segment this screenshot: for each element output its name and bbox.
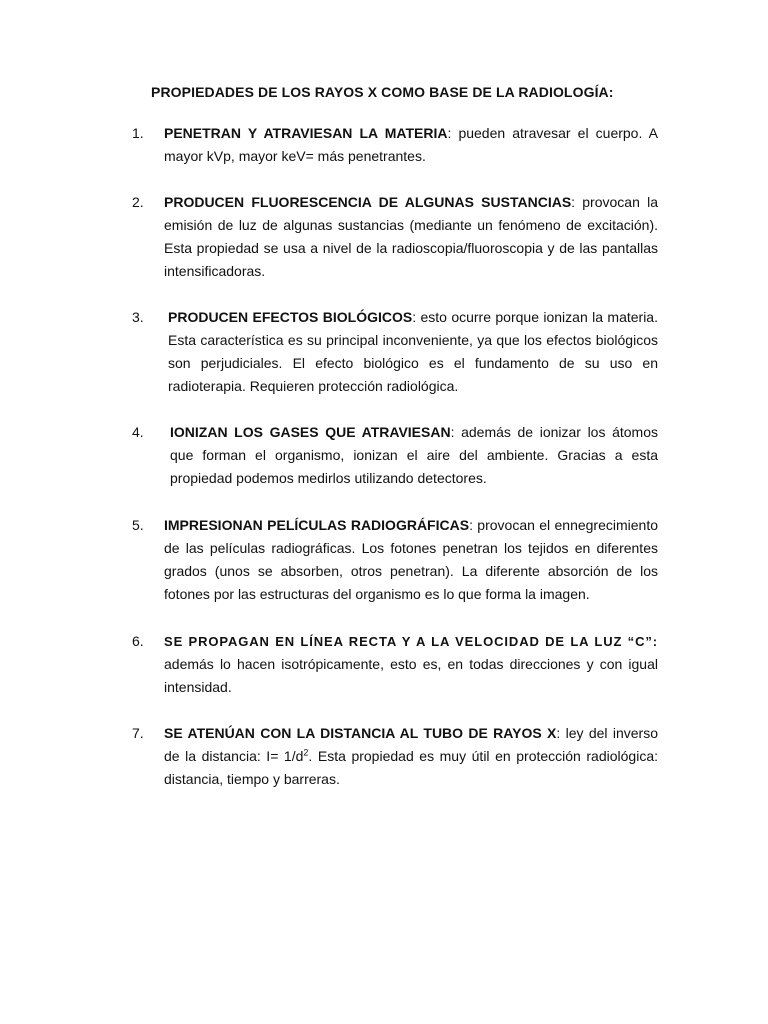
list-item-text: : provocan la emisión de luz de algunas sustancias (mediante un fenómeno de excitación). Esta propiedad se usa a nivel de la radioscopia/fluoroscopia y de las pantallas intensificadoras. <box>164 194 658 279</box>
list-item-4 <box>132 421 658 490</box>
list-item-body <box>156 514 658 606</box>
list-item-heading: PRODUCEN FLUORESCENCIA DE ALGUNAS SUSTANCIAS <box>164 194 572 210</box>
list-item-heading: PRODUCEN EFECTOS BIOLÓGICOS <box>168 309 413 325</box>
list-item-6 <box>132 630 658 699</box>
list-item-number: 4. <box>132 424 144 440</box>
list-item-number: 3. <box>132 309 144 325</box>
list-item-heading: SE PROPAGAN EN LÍNEA RECTA Y A LA VELOCIDAD DE LA LUZ “C”: <box>164 634 658 649</box>
superscript: 2 <box>303 747 309 758</box>
list-item-heading: IMPRESIONAN PELÍCULAS RADIOGRÁFICAS <box>164 517 470 533</box>
list-item-body <box>156 306 658 398</box>
list-item-number: 2. <box>132 194 144 210</box>
list-item-text: : pueden atravesar el cuerpo. A mayor kVp, mayor keV= más penetrantes. <box>164 125 659 164</box>
list-item-number: 1. <box>132 125 144 141</box>
list-item-3 <box>132 306 658 398</box>
list-item-body <box>156 421 658 490</box>
document-title: PROPIEDADES DE LOS RAYOS X COMO BASE DE LA RADIOLOGÍA: <box>151 84 614 100</box>
list-item-7 <box>132 722 658 791</box>
list-item-5 <box>132 514 658 606</box>
list-item-text: : provocan el ennegrecimiento de las películas radiográficas. Los fotones penetran los tejidos en diferentes grados (unos se absorben, otros penetran). La diferente absorción de los fotones por las estructuras del organismo es lo que forma la imagen. <box>164 517 659 602</box>
list-item-heading: PENETRAN Y ATRAVIESAN LA MATERIA <box>164 125 448 141</box>
list-item-heading: IONIZAN LOS GASES QUE ATRAVIESAN <box>170 424 451 440</box>
list-item-text: : ley del inverso de la distancia: I= 1/d <box>164 725 658 764</box>
list-item-body <box>156 630 658 699</box>
list-item-text: : además de ionizar los átomos que forman el organismo, ionizan el aire del ambiente. Gracias a esta propiedad podemos medirlos utilizando detectores. <box>170 424 658 486</box>
list-item-number: 6. <box>132 633 144 649</box>
list-item-2 <box>132 191 658 283</box>
list-item-text: : esto ocurre porque ionizan la materia. Esta característica es su principal inconveniente, ya que los efectos biológicos son perjudiciales. El efecto biológico es el fundamento de su uso en radioterapia. Requieren protección radiológica. <box>168 309 658 394</box>
list-item-text: además lo hacen isotrópicamente, esto es, en todas direcciones y con igual intensidad. <box>164 656 658 695</box>
list-item-body <box>156 722 658 791</box>
list-item-number: 7. <box>132 725 144 741</box>
list-item-text: . Esta propiedad es muy útil en protección radiológica: distancia, tiempo y barreras. <box>164 748 658 787</box>
list-item-heading: SE ATENÚAN CON LA DISTANCIA AL TUBO DE RAYOS X <box>164 725 557 741</box>
list-item-body <box>156 122 658 168</box>
list-item-number: 5. <box>132 517 144 533</box>
list-item-1 <box>132 122 658 168</box>
list-item-body <box>156 191 658 283</box>
